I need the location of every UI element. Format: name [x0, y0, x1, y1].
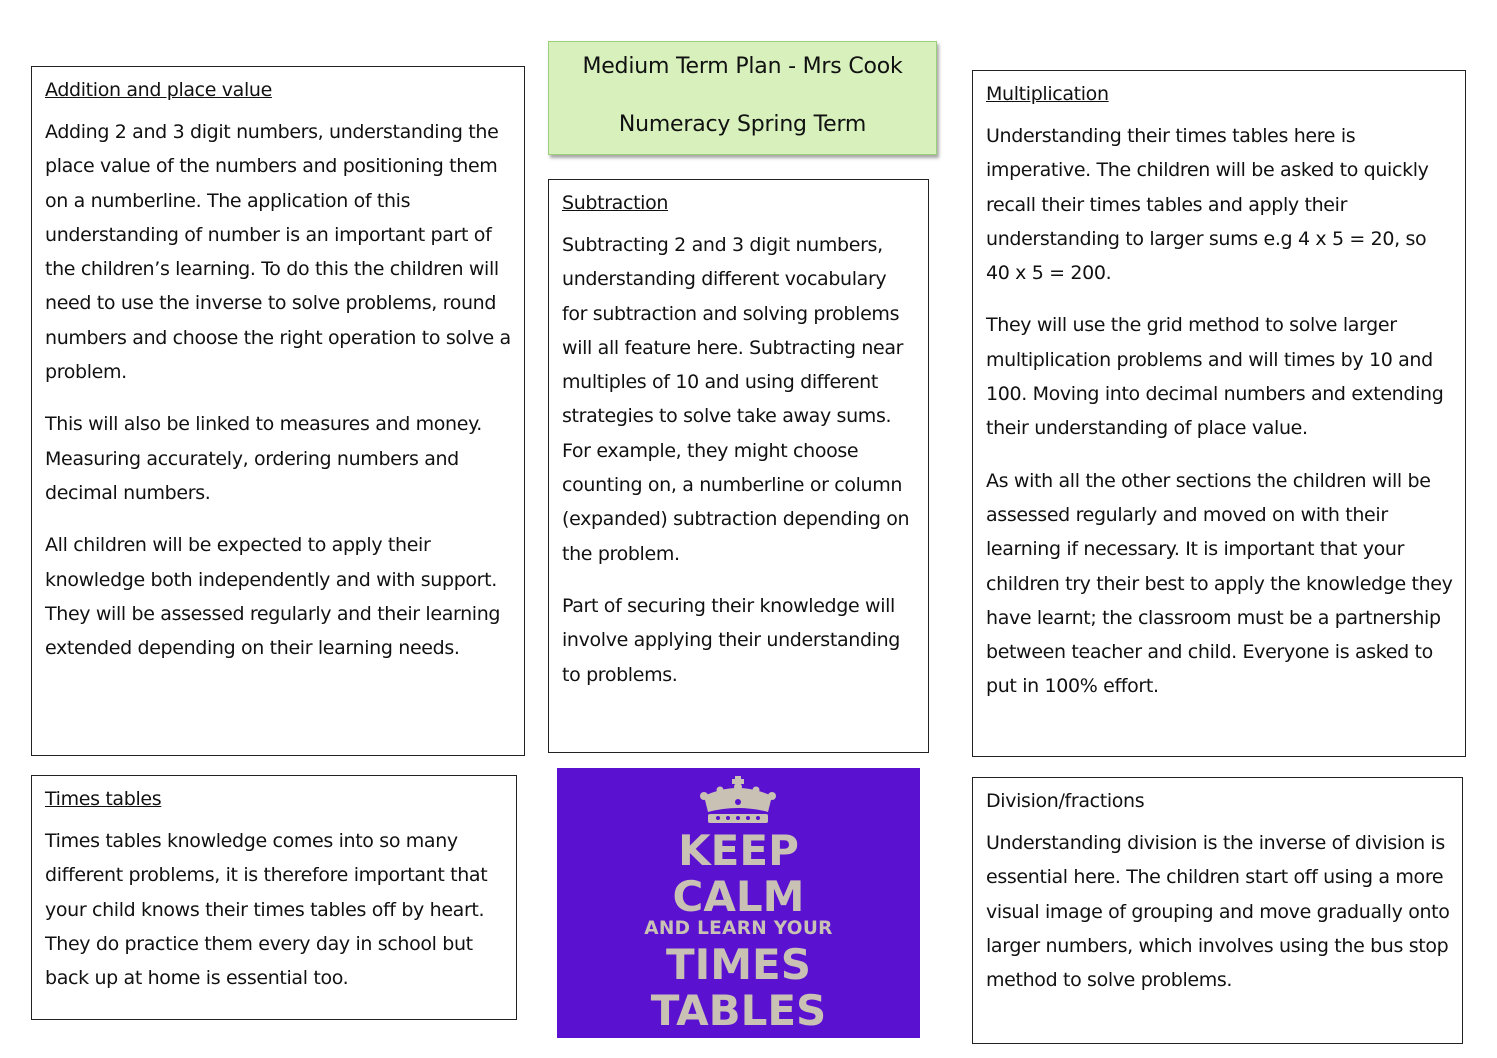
poster-line-and-learn: AND LEARN YOUR [644, 918, 833, 939]
poster-line-times: TIMES [665, 940, 811, 989]
keep-calm-poster [557, 768, 920, 1038]
section-paragraph: All children will be expected to apply their knowledge both independently and with support. They will be assessed regularly and their learning extended depending on their learning needs. [45, 534, 501, 660]
section-heading: Times tables [45, 788, 162, 810]
page-title: Medium Term Plan - Mrs Cook [582, 54, 903, 79]
multiplication-section [972, 70, 1466, 757]
section-paragraph: Understanding their times tables here is imperative. The children will be asked to quickly recall their times tables and apply their understanding to larger sums e.g 4 x 5 = 20, so 40 x 5 = 200. [986, 125, 1429, 285]
section-paragraph: Times tables knowledge comes into so many different problems, it is therefore important that your child knows their times tables off by heart. They do practice them every day in school but back up at home is essential too. [45, 830, 488, 990]
division-section [972, 777, 1463, 1044]
section-heading: Subtraction [562, 192, 669, 214]
section-heading: Addition and place value [45, 79, 272, 101]
poster-line-tables: TABLES [650, 986, 827, 1035]
section-paragraph: Understanding division is the inverse of division is essential here. The children start off using a more visual image of grouping and move gradually onto larger numbers, which involves using the bus stop method to solve problems. [986, 832, 1450, 992]
section-paragraph: Subtracting 2 and 3 digit numbers, understanding different vocabulary for subtraction and solving problems will all feature here. Subtracting near multiples of 10 and using different strategies to solve take away sums. For example, they might choose counting on, a numberline or column (expanded) subtraction depending on the problem. [562, 234, 910, 565]
section-heading: Division/fractions [986, 790, 1145, 812]
page-subtitle: Numeracy Spring Term [618, 112, 867, 137]
crown-icon [698, 776, 778, 828]
section-paragraph: As with all the other sections the children will be assessed regularly and moved on with their learning if necessary. It is important that your children try their best to apply the knowledge they have learnt; the classroom must be a partnership between teacher and child. Everyone is asked to put in 100% effort. [986, 469, 1453, 698]
section-paragraph: They will use the grid method to solve larger multiplication problems and will times by 10 and 100. Moving into decimal numbers and extending their understanding of place value. [986, 314, 1444, 440]
poster-line-keep: KEEP [678, 826, 799, 875]
section-paragraph: This will also be linked to measures and money. Measuring accurately, ordering numbers and decimal numbers. [45, 413, 482, 504]
times-tables-section [31, 775, 517, 1020]
title-box [548, 41, 937, 155]
section-paragraph: Part of securing their knowledge will involve applying their understanding to problems. [562, 594, 900, 686]
poster-line-calm: CALM [672, 872, 805, 921]
addition-section [31, 66, 525, 756]
subtraction-section [548, 179, 929, 753]
section-paragraph: Adding 2 and 3 digit numbers, understanding the place value of the numbers and positioning them on a numberline. The application of this understanding of number is an important part of the children’s learning. To do this the children will need to use the inverse to solve problems, round numbers and choose the right operation to solve a problem. [45, 121, 511, 384]
section-heading: Multiplication [986, 83, 1109, 105]
